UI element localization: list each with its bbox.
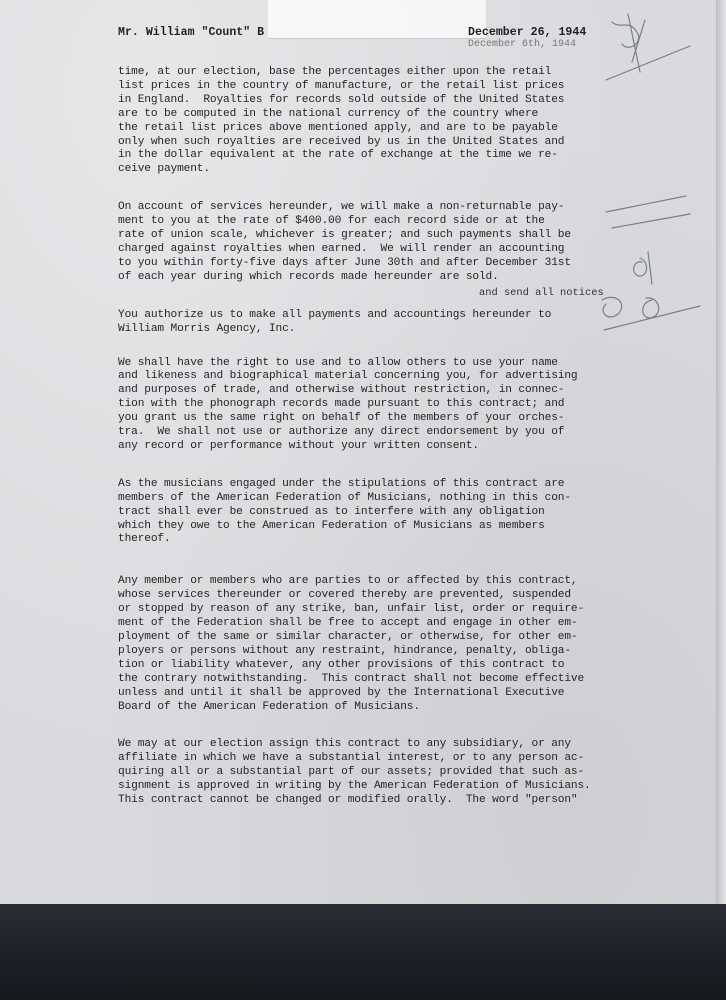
- letter-header: [118, 26, 638, 50]
- paragraph-assignment: We may at our election assign this contract to any subsidiary, or any affiliate in which we have a substantial interest, or to any person ac- quiring all or a substantial part of our assets; provided that such as- signment is approved in writing by the American Federation of Musicians. This contract cannot be changed or modified orally. The word "person": [118, 738, 591, 807]
- addressee-line: Mr. William "Count" B: [118, 26, 265, 39]
- letter-body: [118, 66, 638, 822]
- page-edge: [716, 0, 726, 904]
- paragraph-payments: On account of services hereunder, we will make a non-returnable pay- ment to you at the rate of $400.00 for each record side or at the rate of union scale, whichever is greater; and such payments shall be charged against royalties when earned. We will render an accounting to you within forty-five days after June 30th and after December 31st of each year during which records made hereunder are sold.: [118, 201, 571, 283]
- paragraph-authorization: You authorize us to make all payments and accountings hereunder to William Morris Agency, Inc.: [118, 308, 552, 335]
- header-date-alt: December 6th, 1944: [468, 39, 577, 50]
- inserted-note: and send all notices: [479, 287, 604, 299]
- paragraph-strike-clause: Any member or members who are parties to or affected by this contract, whose services thereunder or covered thereby are prevented, suspended or stopped by reason of any strike, ban, unfair list, order or require- ment of the Federation shall be free to accept and engage in other em- ployment of the same or similar character, or otherwise, for other em- ployers or persons without any restraint, hindrance, penalty, obliga- tion or liability whatever, any other provisions of this contract to the contrary notwithstanding. This contract shall not become effective unless and until it shall be approved by the International Executive Board of the American Federation of Musicians.: [118, 575, 585, 713]
- paragraph-federation: As the musicians engaged under the stipulations of this contract are members of the American Federation of Musicians, nothing in this con- tract shall ever be construed as to interfere with any obligation which they owe to the American Federation of Musicians as members thereof.: [118, 477, 571, 546]
- paragraph-name-likeness: We shall have the right to use and to allow others to use your name and likeness and biographical material concerning you, for advertising and purposes of trade, and otherwise without restriction, in connec- tion with the phonograph records made pursuant to this contract; and you grant us the same right on behalf of the members of your orches- tra. We shall not use or authorize any direct endorsement by you of any record or performance without your written consent.: [118, 356, 578, 452]
- scanner-background: [0, 904, 726, 1000]
- header-date: December 26, 1944: [468, 26, 587, 39]
- paragraph-royalty-basis: time, at our election, base the percentages either upon the retail list prices in the country of manufacture, or the retail list prices in England. Royalties for records sold outside of the United States are to be computed in the national currency of the country where the retail list prices above mentioned apply, and are to be payable only when such royalties are received by us in the United States and in the dollar equivalent at the rate of exchange at the time we re- ceive payment.: [118, 66, 565, 176]
